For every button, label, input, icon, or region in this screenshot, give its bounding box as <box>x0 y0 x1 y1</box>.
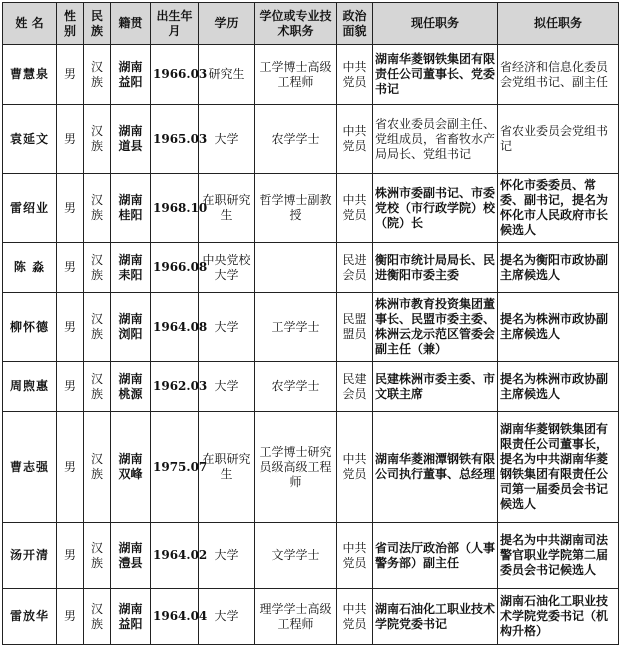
cell-name: 周煦惠 <box>3 362 57 412</box>
cell-birth: 1966.08 <box>151 243 199 293</box>
cell-native-place: 湖南耒阳 <box>111 243 151 293</box>
cell-degree <box>255 243 337 293</box>
header-current-post: 现任职务 <box>373 3 498 45</box>
cell-degree: 工学学士 <box>255 293 337 362</box>
cell-gender: 男 <box>57 362 84 412</box>
header-political: 政治面貌 <box>337 3 373 45</box>
table-row <box>3 243 619 293</box>
table-row <box>3 174 619 243</box>
table-row <box>3 589 619 645</box>
header-row <box>3 3 619 45</box>
cell-name: 雷放华 <box>3 589 57 645</box>
table-row <box>3 105 619 174</box>
cell-degree: 工学博士研究员级高级工程师 <box>255 412 337 523</box>
cell-degree: 哲学博士副教授 <box>255 174 337 243</box>
header-native-place: 籍贯 <box>111 3 151 45</box>
cell-ethnicity: 汉族 <box>84 412 111 523</box>
cell-education: 在职研究生 <box>199 174 255 243</box>
cell-native-place: 湖南双峰 <box>111 412 151 523</box>
cell-degree: 文学学士 <box>255 523 337 589</box>
cell-proposed-post: 省农业委员会党组书记 <box>498 105 619 174</box>
cell-gender: 男 <box>57 243 84 293</box>
cell-name: 曹慧泉 <box>3 45 57 105</box>
cell-proposed-post: 提名为中共湖南司法警官职业学院第二届委员会书记候选人 <box>498 523 619 589</box>
cell-current-post: 省农业委员会副主任、党组成员，省畜牧水产局局长、党组书记 <box>373 105 498 174</box>
cell-ethnicity: 汉族 <box>84 174 111 243</box>
cell-birth: 1965.03 <box>151 105 199 174</box>
cell-name: 雷绍业 <box>3 174 57 243</box>
cell-ethnicity: 汉族 <box>84 105 111 174</box>
cell-education: 在职研究生 <box>199 412 255 523</box>
cell-native-place: 湖南益阳 <box>111 45 151 105</box>
cell-political: 民进会员 <box>337 243 373 293</box>
cell-ethnicity: 汉族 <box>84 243 111 293</box>
cell-degree: 农学学士 <box>255 362 337 412</box>
cell-current-post: 湖南华菱钢铁集团有限责任公司董事长、党委书记 <box>373 45 498 105</box>
cell-native-place: 湖南澧县 <box>111 523 151 589</box>
header-ethnicity: 民族 <box>84 3 111 45</box>
cell-education: 大学 <box>199 589 255 645</box>
cell-political: 中共党员 <box>337 589 373 645</box>
cell-gender: 男 <box>57 589 84 645</box>
cell-native-place: 湖南桃源 <box>111 362 151 412</box>
cell-current-post: 省司法厅政治部（人事警务部）副主任 <box>373 523 498 589</box>
cell-current-post: 衡阳市统计局局长、民进衡阳市委主委 <box>373 243 498 293</box>
cell-degree: 农学学士 <box>255 105 337 174</box>
table-row <box>3 412 619 523</box>
cell-political: 民盟盟员 <box>337 293 373 362</box>
cell-degree: 理学学士高级工程师 <box>255 589 337 645</box>
cell-birth: 1964.08 <box>151 293 199 362</box>
cell-ethnicity: 汉族 <box>84 45 111 105</box>
cell-birth: 1975.07 <box>151 412 199 523</box>
cell-ethnicity: 汉族 <box>84 293 111 362</box>
cell-gender: 男 <box>57 174 84 243</box>
cell-proposed-post: 提名为株洲市政协副主席候选人 <box>498 362 619 412</box>
header-name: 姓 名 <box>3 3 57 45</box>
cell-education: 大学 <box>199 105 255 174</box>
cell-education: 研究生 <box>199 45 255 105</box>
cell-current-post: 民建株洲市委主委、市文联主席 <box>373 362 498 412</box>
cell-gender: 男 <box>57 412 84 523</box>
cell-birth: 1962.03 <box>151 362 199 412</box>
cell-native-place: 湖南浏阳 <box>111 293 151 362</box>
cell-degree: 工学博士高级工程师 <box>255 45 337 105</box>
header-gender: 性别 <box>57 3 84 45</box>
table-row <box>3 45 619 105</box>
header-degree: 学位或专业技术职务 <box>255 3 337 45</box>
cell-native-place: 湖南桂阳 <box>111 174 151 243</box>
cell-education: 大学 <box>199 362 255 412</box>
header-proposed-post: 拟任职务 <box>498 3 619 45</box>
cell-name: 陈 淼 <box>3 243 57 293</box>
cell-name: 曹志强 <box>3 412 57 523</box>
cell-political: 民建会员 <box>337 362 373 412</box>
cell-current-post: 湖南华菱湘潭钢铁有限公司执行董事、总经理 <box>373 412 498 523</box>
personnel-table <box>2 2 619 645</box>
cell-political: 中共党员 <box>337 45 373 105</box>
cell-political: 中共党员 <box>337 412 373 523</box>
cell-proposed-post: 省经济和信息化委员会党组书记、副主任 <box>498 45 619 105</box>
cell-birth: 1966.03 <box>151 45 199 105</box>
cell-name: 汤开清 <box>3 523 57 589</box>
table-row <box>3 293 619 362</box>
cell-education: 大学 <box>199 523 255 589</box>
cell-birth: 1964.02 <box>151 523 199 589</box>
header-birth: 出生年月 <box>151 3 199 45</box>
cell-political: 中共党员 <box>337 105 373 174</box>
cell-birth: 1964.04 <box>151 589 199 645</box>
cell-birth: 1968.10 <box>151 174 199 243</box>
cell-proposed-post: 提名为株洲市政协副主席候选人 <box>498 293 619 362</box>
cell-ethnicity: 汉族 <box>84 589 111 645</box>
cell-ethnicity: 汉族 <box>84 523 111 589</box>
cell-gender: 男 <box>57 523 84 589</box>
cell-proposed-post: 湖南石油化工职业技术学院党委书记（机构升格） <box>498 589 619 645</box>
cell-current-post: 株洲市委副书记、市委党校（市行政学院）校（院）长 <box>373 174 498 243</box>
cell-political: 中共党员 <box>337 174 373 243</box>
header-education: 学历 <box>199 3 255 45</box>
cell-proposed-post: 湖南华菱钢铁集团有限责任公司董事长，提名为中共湖南华菱钢铁集团有限责任公司第一届委员会书记候选人 <box>498 412 619 523</box>
cell-current-post: 株洲市教育投资集团董事长、民盟市委主委、株洲云龙示范区管委会副主任（兼） <box>373 293 498 362</box>
table-row <box>3 523 619 589</box>
cell-name: 袁延文 <box>3 105 57 174</box>
cell-gender: 男 <box>57 45 84 105</box>
cell-gender: 男 <box>57 105 84 174</box>
cell-ethnicity: 汉族 <box>84 362 111 412</box>
cell-native-place: 湖南道县 <box>111 105 151 174</box>
cell-education: 中央党校大学 <box>199 243 255 293</box>
cell-name: 柳怀德 <box>3 293 57 362</box>
cell-proposed-post: 怀化市委委员、常委、副书记，提名为怀化市人民政府市长候选人 <box>498 174 619 243</box>
cell-education: 大学 <box>199 293 255 362</box>
table-row <box>3 362 619 412</box>
cell-current-post: 湖南石油化工职业技术学院党委书记 <box>373 589 498 645</box>
cell-native-place: 湖南益阳 <box>111 589 151 645</box>
cell-proposed-post: 提名为衡阳市政协副主席候选人 <box>498 243 619 293</box>
cell-political: 中共党员 <box>337 523 373 589</box>
cell-gender: 男 <box>57 293 84 362</box>
